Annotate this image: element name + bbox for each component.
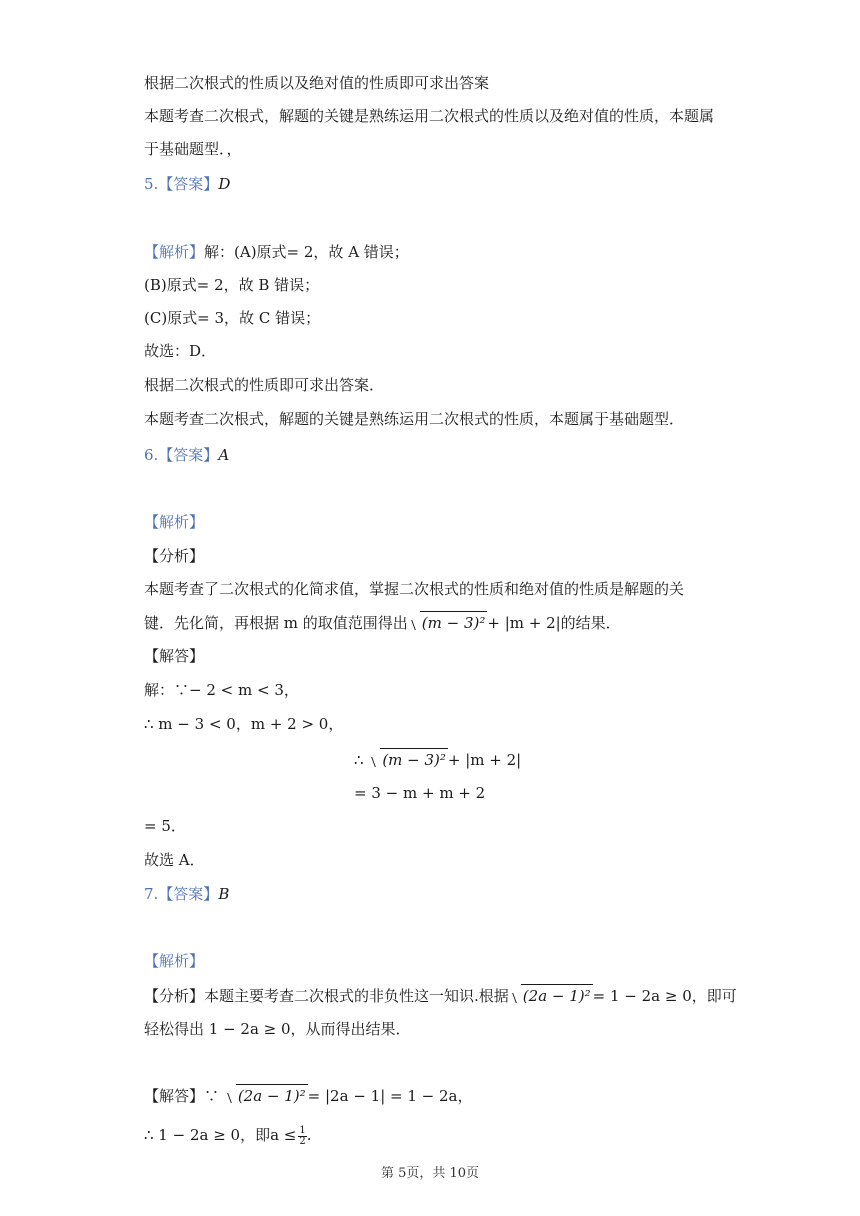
text-segment: + |m + 2|	[447, 751, 522, 769]
sqrt-expression	[509, 984, 593, 1007]
fraction-denominator: 2	[299, 1135, 306, 1147]
radicand: (m − 3)²	[420, 611, 488, 634]
text-line: 本题考查了二次根式的化简求值，掌握二次根式的性质和绝对值的性质是解题的关	[144, 580, 685, 598]
q5-answer-line	[144, 173, 230, 195]
fraction-numerator: 1	[299, 1124, 306, 1136]
q6-answer-line	[144, 444, 229, 466]
answer-label: 5.【答案】	[144, 175, 219, 193]
text-segment: + |m + 2|的结果．	[487, 614, 621, 632]
fenxi-label: 【分析】	[144, 987, 205, 1005]
analysis-text: 解：(A)原式= 2，故 A 错误；	[204, 243, 409, 261]
text-segment: ∴ 1 − 2a ≥ 0，即a ≤	[144, 1126, 297, 1144]
text-line: 本题考查二次根式，解题的关键是熟练运用二次根式的性质以及绝对值的性质，本题属	[144, 107, 715, 125]
text-segment: 键．先化简，再根据 m 的取值范围得出	[144, 614, 408, 632]
q6-analysis-label: 【解析】	[144, 513, 205, 531]
answer-label: 6.【答案】	[144, 446, 219, 464]
radicand: (2a − 1)²	[521, 984, 593, 1007]
sqrt-expression	[408, 611, 488, 634]
text-line: ∴ m − 3 < 0，m + 2 > 0，	[144, 715, 344, 733]
radicand: (m − 3)²	[380, 748, 448, 771]
q7-analysis-label: 【解析】	[144, 952, 205, 970]
q7-answer-line	[144, 883, 229, 905]
text-line: = 5．	[144, 817, 186, 835]
jieda-label: 【解答】	[144, 1087, 205, 1105]
answer-label: 7.【答案】	[144, 885, 219, 903]
text-line: 于基础题型．，	[144, 140, 242, 158]
text-line: 解：∵− 2 < m < 3，	[144, 681, 299, 699]
q6-fenxi-label: 【分析】	[144, 547, 205, 565]
fraction	[298, 1126, 306, 1147]
text-line: 故选 A．	[144, 851, 205, 869]
q5-analysis-line	[144, 241, 409, 263]
because-symbol: ∵	[204, 1087, 220, 1105]
text-line	[144, 1124, 312, 1147]
text-line: 本题考查二次根式，解题的关键是熟练运用二次根式的性质，本题属于基础题型．	[144, 410, 685, 428]
text-segment: = |2a − 1| = 1 − 2a，	[307, 1087, 473, 1105]
sqrt-expression	[368, 748, 448, 771]
text-segment: 本题主要考查二次根式的非负性这一知识.根据	[204, 987, 509, 1005]
analysis-label: 【解析】	[144, 243, 205, 261]
text-line: 故选：D．	[144, 342, 217, 360]
sqrt-expression	[224, 1084, 308, 1107]
radicand: (2a − 1)²	[236, 1084, 308, 1107]
answer-value: D	[218, 175, 231, 193]
text-line: 根据二次根式的性质即可求出答案．	[144, 376, 385, 394]
text-line: 轻松得出 1 − 2a ≥ 0，从而得出结果．	[144, 1020, 411, 1038]
therefore-symbol: ∴	[354, 751, 364, 769]
text-line	[354, 748, 521, 771]
answer-value: B	[218, 885, 230, 903]
text-line	[144, 984, 737, 1007]
text-segment: .	[306, 1126, 312, 1144]
page-footer: 第 5页，共 10页	[380, 1166, 480, 1181]
text-line: (C)原式= 3，故 C 错误；	[144, 309, 321, 327]
text-line	[144, 1084, 473, 1107]
answer-value: A	[218, 446, 230, 464]
text-line: (B)原式= 2，故 B 错误；	[144, 276, 320, 294]
text-line: = 3 − m + m + 2	[354, 784, 486, 802]
text-line	[144, 611, 621, 634]
q6-jieda-label: 【解答】	[144, 647, 205, 665]
text-segment: = 1 − 2a ≥ 0，即可	[592, 987, 737, 1005]
text-line: 根据二次根式的性质以及绝对值的性质即可求出答案	[144, 74, 490, 92]
